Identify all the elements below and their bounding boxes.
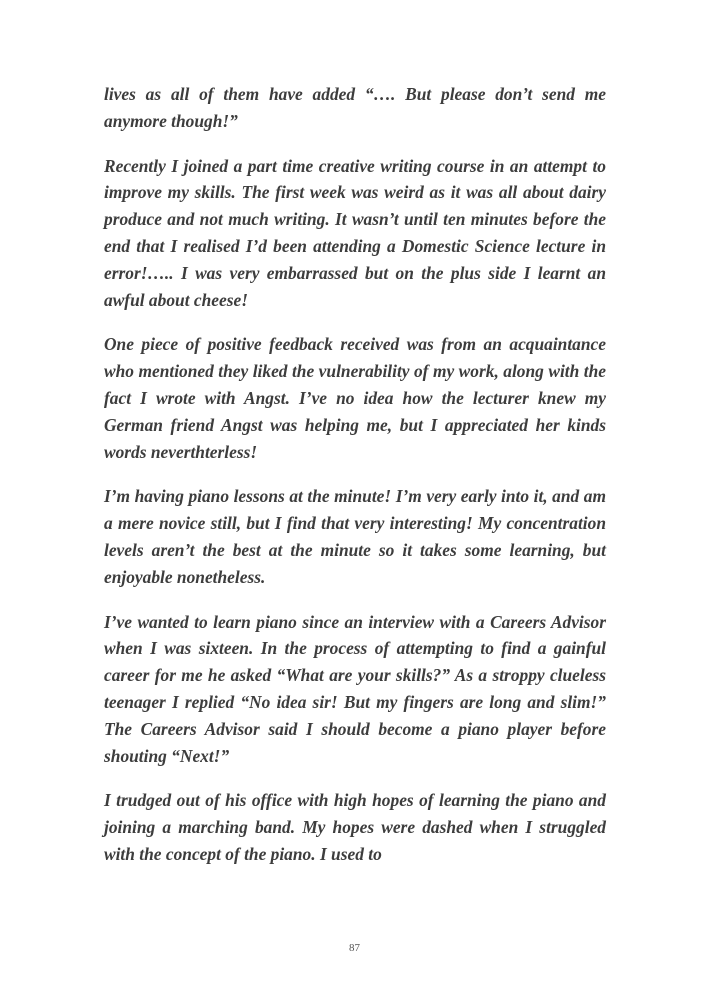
page-number: 87: [349, 942, 360, 954]
paragraph-4: I’m having piano lessons at the minute! I’m very early into it, and am a mere novice still, but I find that very interesting! My concentration levels aren’t the best at the minute so it takes some learning, but enjoyable nonetheless.: [104, 486, 606, 587]
paragraph-3: One piece of positive feedback received was from an acquaintance who mentioned they liked the vulnerability of my work, along with the fact I wrote with Angst. I’ve no idea how the lecturer knew my German friend Angst was helping me, but I appreciated her kinds words neverthterless!: [104, 334, 606, 462]
paragraph-5: I’ve wanted to learn piano since an interview with a Careers Advisor when I was sixteen. In the process of attempting to find a gainful career for me he asked “What are your skills?” As a stroppy clueless teenager I replied “No idea sir! But my fingers are long and slim!” The Careers Advisor said I should become a piano player before shouting “Next!”: [104, 611, 606, 766]
paragraph-1: lives as all of them have added “…. But please don’t send me anymore though!”: [104, 84, 606, 131]
paragraph-2: Recently I joined a part time creative writing course in an attempt to improve my skills. The first week was weird as it was all about dairy produce and not much writing. It wasn’t until ten minutes before the end that I realised I’d been attending a Domestic Science lecture in error!….. I was very embarrassed but on the plus side I learnt an awful about cheese!: [104, 155, 606, 310]
paragraph-6: I trudged out of his office with high hopes of learning the piano and joining a marching band. My hopes were dashed when I struggled with the concept of the piano. I used to: [104, 790, 606, 864]
body-text: [104, 81, 606, 886]
